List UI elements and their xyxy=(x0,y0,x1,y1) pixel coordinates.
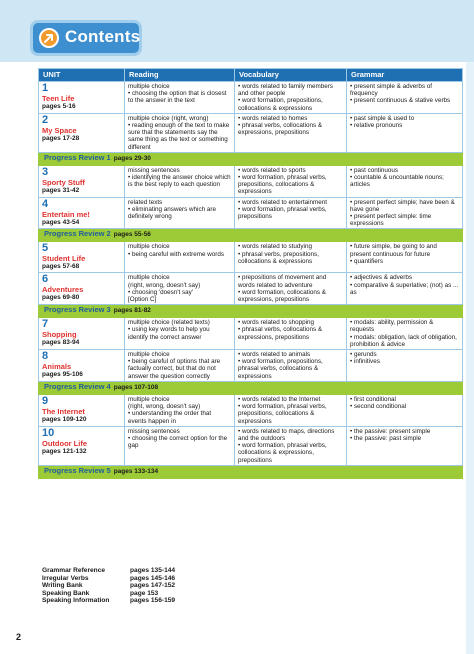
unit-title: Sporty Stuff xyxy=(42,177,85,187)
appendix-item xyxy=(42,597,177,605)
progress-review-cell xyxy=(39,305,463,318)
appendix-pages: pages 156-159 xyxy=(130,597,176,605)
unit-cell xyxy=(39,426,125,465)
unit-title: Outdoor Life xyxy=(42,438,87,448)
unit-pages: pages 121-132 xyxy=(42,447,87,455)
reading-cell xyxy=(125,197,235,229)
appendix-label: Speaking Bank xyxy=(42,589,90,597)
grammar-item: • adjectives & adverbs xyxy=(350,274,413,282)
unit-row xyxy=(39,318,463,350)
reading-item: (right, wrong, doesn't say) xyxy=(128,281,201,289)
grammar-item: • gerunds xyxy=(350,351,377,359)
reading-item: • choosing the correct option for the gap xyxy=(128,434,228,450)
progress-review-row xyxy=(39,381,463,394)
grammar-item: • present simple & adverbs of frequency xyxy=(350,83,433,98)
reading-item: multiple choice xyxy=(128,274,170,282)
grammar-item: • present perfect simple: time expressions xyxy=(350,213,432,228)
unit-number: 6 xyxy=(42,273,49,286)
vocabulary-item: • prepositions of movement and words related to adventure xyxy=(238,274,327,289)
reading-item: multiple choice xyxy=(128,243,170,251)
reading-item: • being careful with extreme words xyxy=(128,250,224,258)
reading-item: (right, wrong, doesn't say) xyxy=(128,403,201,411)
vocabulary-item: • word formation, phrasal verbs, collocations & expressions, prepositions xyxy=(238,442,327,464)
progress-review-label: Progress Review 1 xyxy=(44,152,111,162)
progress-review-pages: pages 29-30 xyxy=(113,154,151,162)
reading-item: missing sentences xyxy=(128,427,180,435)
grammar-item: • future simple, be going to and present continuous for future xyxy=(350,243,437,258)
grammar-cell xyxy=(347,113,463,152)
reading-item: multiple choice xyxy=(128,83,170,90)
vocabulary-item: • words related to studying xyxy=(238,243,312,251)
progress-review-row xyxy=(39,152,463,165)
progress-review-pages: pages 55-56 xyxy=(113,231,151,239)
grammar-item: • past continuous xyxy=(350,166,399,174)
unit-row xyxy=(39,197,463,229)
progress-review-label: Progress Review 3 xyxy=(44,305,111,315)
grammar-item: • modals: obligation, lack of obligation, prohibition & advice xyxy=(350,333,457,348)
unit-cell xyxy=(39,197,125,229)
reading-item: [Option C] xyxy=(128,296,157,304)
arrow-icon xyxy=(39,28,59,48)
unit-cell xyxy=(39,165,125,197)
unit-row xyxy=(39,394,463,426)
unit-cell xyxy=(39,82,125,114)
appendix-pages: pages 135-144 xyxy=(130,567,176,574)
unit-title: Shopping xyxy=(42,330,77,340)
progress-review-label: Progress Review 5 xyxy=(44,465,111,475)
grammar-item: • first conditional xyxy=(350,395,396,403)
grammar-item: • present continuous & stative verbs xyxy=(350,97,451,105)
appendix-pages: pages 145-146 xyxy=(130,574,176,582)
unit-cell xyxy=(39,273,125,305)
unit-title: Entertain me! xyxy=(42,209,90,219)
unit-title: The Internet xyxy=(42,406,85,416)
grammar-item: • second conditional xyxy=(350,403,407,411)
unit-number: 1 xyxy=(42,82,49,94)
grammar-item: • modals: ability, permission & requests xyxy=(350,319,434,334)
reading-item: • reading enough of the text to make sure that the statements say the same thing as the text or something different xyxy=(128,122,230,151)
vocabulary-cell xyxy=(235,197,347,229)
unit-pages: pages 109-120 xyxy=(42,415,87,423)
grammar-item: • the passive: present simple xyxy=(350,427,431,435)
progress-review-label: Progress Review 4 xyxy=(44,381,111,391)
appendix-item xyxy=(42,575,177,583)
progress-review-cell xyxy=(39,229,463,242)
progress-review-row xyxy=(39,305,463,318)
reading-cell xyxy=(125,426,235,465)
grammar-cell xyxy=(347,82,463,114)
progress-review-pages: pages 81-82 xyxy=(113,307,151,315)
column-header-vocabulary: Vocabulary xyxy=(235,69,347,82)
page-title: Contents xyxy=(65,27,141,46)
vocabulary-item: • words related to sports xyxy=(238,166,306,174)
unit-pages: pages 31-42 xyxy=(42,186,80,194)
grammar-cell xyxy=(347,318,463,350)
vocabulary-item: • word formation, phrasal verbs, prepositions, collocations & expressions xyxy=(238,403,327,425)
reading-item: • using key words to help you identify the correct answer xyxy=(128,326,210,341)
vocabulary-item: • phrasal verbs, collocations & expressions, prepositions xyxy=(238,326,323,341)
progress-review-label: Progress Review 2 xyxy=(44,229,111,239)
unit-pages: pages 95-106 xyxy=(42,371,83,379)
vocabulary-item: • word formation, phrasal verbs, prepositions xyxy=(238,205,327,221)
unit-title: Animals xyxy=(42,362,72,372)
reading-cell xyxy=(125,318,235,350)
vocabulary-cell xyxy=(235,82,347,114)
side-strip xyxy=(466,62,474,654)
reading-cell xyxy=(125,165,235,197)
unit-row xyxy=(39,82,463,114)
reading-item: multiple choice xyxy=(128,351,170,359)
reading-item: • choosing the option that is closest to the answer in the text xyxy=(128,90,227,105)
table-header-row xyxy=(39,69,463,82)
reading-cell xyxy=(125,113,235,152)
grammar-cell xyxy=(347,197,463,229)
vocabulary-item: • word formation, phrasal verbs, prepositions, collocations & expressions xyxy=(238,174,327,196)
reading-item: • eliminating answers which are definitely wrong xyxy=(128,205,216,221)
grammar-item: • present perfect simple; have been & have gone xyxy=(350,198,455,213)
unit-number: 5 xyxy=(42,242,49,255)
vocabulary-item: • word formation, prepositions, collocations & expressions xyxy=(238,97,323,112)
grammar-item: • the passive: past simple xyxy=(350,434,422,442)
appendix-item xyxy=(42,567,177,575)
unit-cell xyxy=(39,394,125,426)
contents-table xyxy=(38,68,463,479)
unit-cell xyxy=(39,242,125,273)
reading-item: • choosing 'doesn't say' xyxy=(128,288,193,296)
vocabulary-cell xyxy=(235,165,347,197)
vocabulary-item: • words related to family members and other people xyxy=(238,83,333,98)
reading-item: multiple choice xyxy=(128,395,170,403)
unit-number: 7 xyxy=(42,318,49,331)
vocabulary-item: • word formation, prepositions, phrasal verbs, collocations & expressions xyxy=(238,358,323,380)
unit-pages: pages 5-16 xyxy=(42,103,76,110)
vocabulary-item: • word formation, collocations & expressions, prepositions xyxy=(238,288,326,304)
unit-row xyxy=(39,165,463,197)
progress-review-pages: pages 133-134 xyxy=(113,467,159,475)
grammar-item: • past simple & used to xyxy=(350,114,415,122)
progress-review-cell xyxy=(39,465,463,478)
column-header-unit: UNIT xyxy=(39,69,125,82)
contents-tab xyxy=(30,20,142,56)
reading-item: multiple choice (related texts) xyxy=(128,319,210,327)
unit-cell xyxy=(39,318,125,350)
reading-cell xyxy=(125,82,235,114)
page-number: 2 xyxy=(16,632,22,642)
grammar-item: • comparative & superlative; (not) as ... as xyxy=(350,281,459,296)
unit-pages: pages 69-80 xyxy=(42,294,80,302)
appendix-label: Irregular Verbs xyxy=(42,574,89,582)
grammar-cell xyxy=(347,394,463,426)
unit-title: My Space xyxy=(42,125,77,135)
grammar-cell xyxy=(347,165,463,197)
vocabulary-item: • words related to the Internet xyxy=(238,395,321,403)
vocabulary-cell xyxy=(235,426,347,465)
vocabulary-cell xyxy=(235,273,347,305)
unit-title: Teen Life xyxy=(42,94,75,103)
reading-cell xyxy=(125,242,235,273)
grammar-item: • quantifiers xyxy=(350,257,384,265)
reading-item: • being careful of options that are factually correct, but that do not answer the question correctly xyxy=(128,358,221,380)
vocabulary-cell xyxy=(235,394,347,426)
unit-row xyxy=(39,113,463,152)
reading-item: • understanding the order that events happen in xyxy=(128,410,212,425)
vocabulary-cell xyxy=(235,350,347,382)
column-header-reading: Reading xyxy=(125,69,235,82)
progress-review-pages: pages 107-108 xyxy=(113,383,159,391)
progress-review-row xyxy=(39,229,463,242)
vocabulary-cell xyxy=(235,318,347,350)
unit-number: 4 xyxy=(42,197,49,210)
reading-item: • identifying the answer choice which is the best reply to each question xyxy=(128,174,231,189)
vocabulary-item: • words related to homes xyxy=(238,114,308,122)
grammar-cell xyxy=(347,242,463,273)
unit-pages: pages 17-28 xyxy=(42,134,80,142)
progress-review-row xyxy=(39,465,463,478)
appendix-label: Writing Bank xyxy=(42,582,83,590)
reading-item: related texts xyxy=(128,198,163,206)
unit-number: 10 xyxy=(42,426,55,439)
appendix-label: Grammar Reference xyxy=(42,567,106,574)
appendix-list xyxy=(42,567,177,605)
vocabulary-item: • phrasal verbs, collocations & expressions, prepositions xyxy=(238,122,323,137)
progress-review-cell xyxy=(39,381,463,394)
vocabulary-item: • phrasal verbs, prepositions, collocations & expressions xyxy=(238,250,319,265)
reading-item: multiple choice (right, wrong) xyxy=(128,114,209,122)
reading-cell xyxy=(125,273,235,305)
appendix-item xyxy=(42,590,177,598)
reading-cell xyxy=(125,394,235,426)
grammar-item: • infinitives xyxy=(350,358,380,366)
column-header-grammar: Grammar xyxy=(347,69,463,82)
unit-row xyxy=(39,273,463,305)
vocabulary-cell xyxy=(235,242,347,273)
unit-pages: pages 43-54 xyxy=(42,218,80,226)
progress-review-cell xyxy=(39,152,463,165)
appendix-label: Speaking Information xyxy=(42,597,110,605)
reading-cell xyxy=(125,350,235,382)
vocabulary-cell xyxy=(235,113,347,152)
vocabulary-item: • words related to maps, directions and the outdoors xyxy=(238,427,335,442)
unit-pages: pages 57-68 xyxy=(42,263,80,271)
unit-number: 2 xyxy=(42,113,49,126)
appendix-pages: pages 147-152 xyxy=(130,582,176,590)
vocabulary-item: • words related to entertainment xyxy=(238,198,328,206)
grammar-cell xyxy=(347,350,463,382)
grammar-cell xyxy=(347,426,463,465)
unit-row xyxy=(39,426,463,465)
unit-cell xyxy=(39,350,125,382)
unit-title: Adventures xyxy=(42,285,84,295)
appendix-pages: page 153 xyxy=(130,589,159,597)
unit-number: 9 xyxy=(42,394,49,407)
unit-number: 3 xyxy=(42,165,49,178)
unit-cell xyxy=(39,113,125,152)
unit-pages: pages 83-94 xyxy=(42,339,80,347)
appendix-item xyxy=(42,582,177,590)
unit-row xyxy=(39,350,463,382)
grammar-item: • countable & uncountable nouns; articles xyxy=(350,174,444,189)
unit-number: 8 xyxy=(42,350,49,363)
unit-row xyxy=(39,242,463,273)
vocabulary-item: • words related to shopping xyxy=(238,319,315,327)
unit-title: Student Life xyxy=(42,254,86,264)
grammar-cell xyxy=(347,273,463,305)
grammar-item: • relative pronouns xyxy=(350,122,403,130)
reading-item: missing sentences xyxy=(128,166,180,174)
vocabulary-item: • words related to animals xyxy=(238,351,311,359)
